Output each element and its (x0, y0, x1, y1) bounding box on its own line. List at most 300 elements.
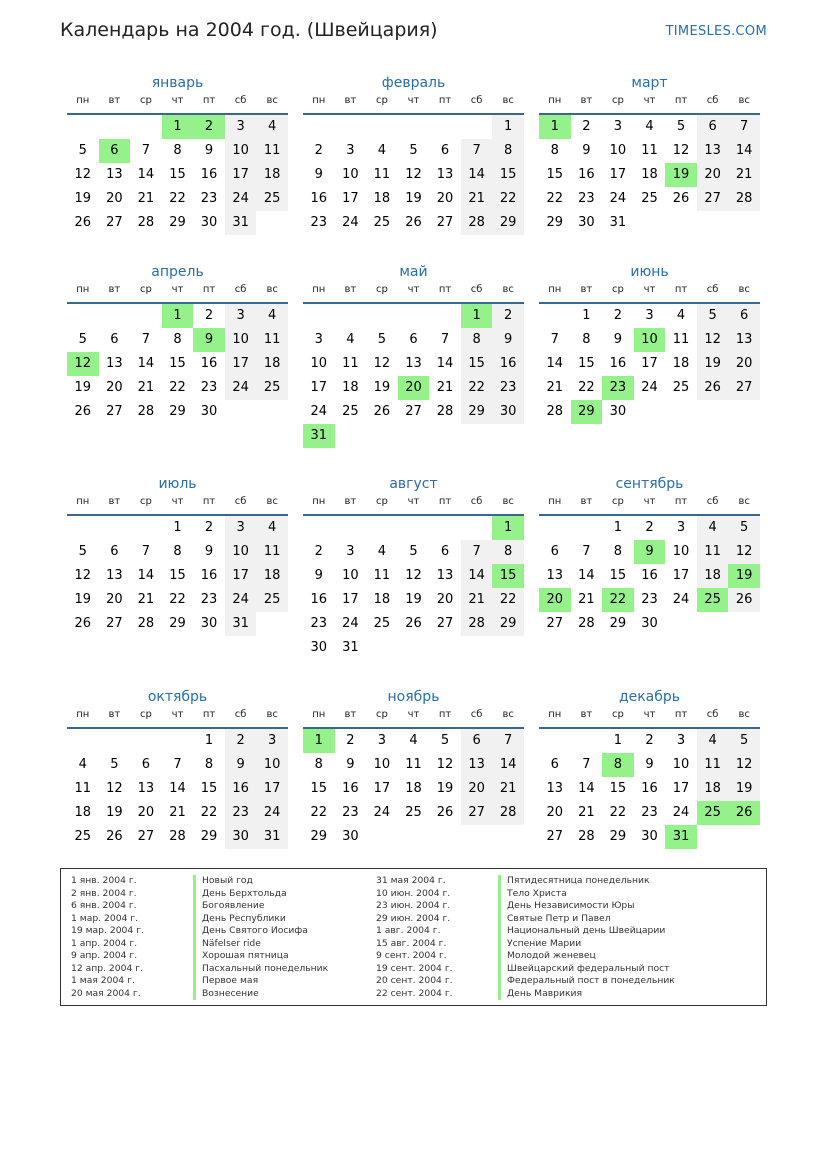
holiday-row (376, 975, 675, 988)
weekday-label: пт (438, 496, 452, 507)
weekday-label: сб (234, 95, 247, 106)
weekday-label: ср (375, 284, 388, 295)
weekday-label: вт (580, 284, 593, 295)
day-cell: 13 (461, 753, 493, 777)
day-cell: 31 (256, 825, 288, 849)
day-cell: 14 (492, 753, 524, 777)
month-block (303, 262, 524, 448)
day-cell: 6 (110, 332, 119, 347)
day-cell: 9 (634, 540, 666, 564)
days-grid (539, 115, 760, 235)
holiday-name: Швейцарский федеральный пост (498, 963, 670, 976)
day-cell: 26 (728, 801, 760, 825)
day-cell: 8 (602, 753, 634, 777)
weekday-label: ср (139, 284, 152, 295)
day-cell: 29 (492, 612, 524, 636)
day-cell: 26 (672, 191, 690, 206)
brand-link[interactable]: TIMESLES.COM (665, 24, 767, 39)
day-cell: 3 (225, 115, 257, 139)
holiday-row (376, 950, 675, 963)
day-cell: 1 (162, 115, 194, 139)
weekday-label: сб (470, 709, 483, 720)
day-cell: 8 (173, 143, 182, 158)
month-name: март (631, 75, 668, 91)
weekday-label: сб (706, 95, 719, 106)
day-cell: 25 (672, 380, 690, 395)
weekday-label: сб (234, 496, 247, 507)
day-cell: 10 (373, 757, 391, 772)
holiday-name: Богоявление (193, 900, 264, 913)
day-cell: 1 (539, 115, 571, 139)
day-cell: 12 (405, 167, 422, 182)
weekday-label: сб (234, 709, 247, 720)
day-cell: 19 (436, 781, 454, 796)
day-cell: 18 (672, 356, 690, 371)
day-cell: 3 (225, 304, 257, 328)
holiday-column-left (71, 875, 328, 1000)
day-cell: 19 (728, 777, 760, 801)
weekday-header (539, 494, 760, 516)
holiday-row (376, 938, 675, 951)
holiday-date: 6 янв. 2004 г. (71, 900, 137, 911)
day-cell: 8 (582, 332, 591, 347)
holiday-name: День Независимости Юры (498, 900, 635, 913)
day-cell: 3 (377, 733, 387, 748)
holiday-name: Успение Марии (498, 938, 581, 951)
day-cell: 24 (342, 616, 359, 631)
day-cell: 5 (377, 332, 387, 347)
empty-cell (366, 516, 398, 540)
days-grid (303, 304, 524, 448)
day-cell: 18 (256, 564, 288, 588)
holiday-row (71, 975, 328, 988)
holiday-name: Тело Христа (498, 888, 567, 901)
empty-cell (67, 729, 99, 753)
day-cell: 29 (200, 829, 218, 844)
day-cell: 11 (342, 356, 359, 371)
day-cell: 20 (398, 376, 430, 400)
empty-cell (303, 304, 335, 328)
day-cell: 17 (373, 781, 391, 796)
day-cell: 2 (204, 308, 214, 323)
month-name: февраль (381, 75, 446, 91)
day-cell: 1 (461, 304, 493, 328)
holiday-row (376, 875, 675, 888)
day-cell: 25 (405, 805, 422, 820)
day-cell: 11 (697, 753, 729, 777)
day-cell: 19 (74, 191, 92, 206)
day-cell: 1 (162, 304, 194, 328)
page-title: Календарь на 2004 год. (Швейцария) (60, 19, 438, 41)
day-cell: 29 (461, 400, 493, 424)
holiday-name: Хорошая пятница (193, 950, 289, 963)
day-cell: 10 (310, 356, 328, 371)
day-cell: 26 (728, 588, 760, 612)
day-cell: 29 (169, 404, 186, 419)
holiday-date: 1 мар. 2004 г. (71, 912, 139, 924)
day-cell: 26 (106, 829, 123, 844)
day-cell: 6 (440, 143, 450, 158)
day-cell: 18 (256, 163, 288, 187)
day-cell: 18 (342, 380, 359, 395)
day-cell: 7 (141, 143, 151, 158)
day-cell: 17 (225, 352, 257, 376)
day-cell: 13 (436, 167, 454, 182)
weekday-label: вт (108, 496, 121, 507)
day-cell: 10 (225, 328, 257, 352)
weekday-label: вс (738, 284, 750, 295)
day-cell: 25 (641, 191, 658, 206)
day-cell: 15 (169, 167, 186, 182)
empty-cell (67, 516, 99, 540)
day-cell: 4 (676, 308, 686, 323)
weekday-header (539, 93, 760, 115)
day-cell: 15 (609, 781, 627, 796)
day-cell: 22 (169, 380, 186, 395)
month-name: ноябрь (387, 689, 440, 705)
day-cell: 13 (697, 139, 729, 163)
day-cell: 23 (225, 801, 257, 825)
day-cell: 22 (546, 191, 564, 206)
day-cell: 1 (303, 729, 335, 753)
day-cell: 27 (436, 616, 454, 631)
day-cell: 21 (137, 592, 155, 607)
month-name: июнь (630, 264, 669, 280)
day-cell: 2 (613, 308, 623, 323)
empty-cell (99, 516, 131, 540)
day-cell: 26 (74, 616, 92, 631)
day-cell: 22 (200, 805, 218, 820)
day-cell: 29 (609, 829, 627, 844)
holiday-date: 1 авг. 2004 г. (376, 925, 441, 936)
day-cell: 2 (346, 733, 355, 748)
day-cell: 15 (169, 568, 186, 583)
day-cell: 24 (641, 380, 658, 395)
day-cell: 23 (641, 805, 658, 820)
days-grid (303, 115, 524, 235)
day-cell: 11 (74, 781, 92, 796)
day-cell: 28 (436, 404, 454, 419)
day-cell: 30 (641, 616, 658, 631)
weekday-label: пт (438, 284, 452, 295)
day-cell: 18 (641, 167, 658, 182)
day-cell: 15 (546, 167, 564, 182)
day-cell: 6 (461, 729, 493, 753)
day-cell: 22 (578, 380, 595, 395)
day-cell: 6 (697, 115, 729, 139)
day-cell: 14 (461, 163, 493, 187)
month-block (539, 262, 760, 424)
day-cell: 25 (74, 829, 92, 844)
day-cell: 3 (314, 332, 323, 347)
day-cell: 21 (578, 592, 595, 607)
weekday-label: пн (76, 95, 90, 106)
day-cell: 21 (492, 777, 524, 801)
day-cell: 13 (106, 167, 123, 182)
weekday-label: пн (312, 284, 326, 295)
weekday-label: ср (375, 95, 388, 106)
holiday-row (376, 913, 675, 926)
weekday-label: чт (643, 284, 656, 295)
weekday-header (303, 707, 524, 729)
weekday-label: вт (580, 95, 593, 106)
day-cell: 10 (342, 568, 359, 583)
day-cell: 22 (492, 588, 524, 612)
day-cell: 12 (728, 753, 760, 777)
month-block (539, 474, 760, 636)
day-cell: 1 (492, 115, 524, 139)
day-cell: 2 (314, 544, 323, 559)
day-cell: 31 (225, 211, 257, 235)
day-cell: 14 (137, 356, 155, 371)
day-cell: 5 (697, 304, 729, 328)
holiday-row (71, 925, 328, 938)
day-cell: 8 (550, 143, 559, 158)
day-cell: 11 (697, 540, 729, 564)
weekday-label: чт (643, 709, 656, 720)
holiday-date: 10 июн. 2004 г. (376, 887, 451, 899)
weekday-label: пт (674, 284, 688, 295)
day-cell: 12 (697, 328, 729, 352)
day-cell: 3 (225, 516, 257, 540)
day-cell: 6 (409, 332, 418, 347)
day-cell: 8 (314, 757, 323, 772)
day-cell: 15 (461, 352, 493, 376)
day-cell: 27 (697, 187, 729, 211)
weekday-label: пт (202, 709, 216, 720)
day-cell: 14 (169, 781, 186, 796)
day-cell: 13 (106, 356, 123, 371)
day-cell: 18 (697, 564, 729, 588)
weekday-label: сб (470, 95, 483, 106)
holiday-row (71, 963, 328, 976)
empty-cell (130, 115, 162, 139)
day-cell: 10 (342, 167, 359, 182)
day-cell: 4 (346, 332, 355, 347)
day-cell: 19 (728, 564, 760, 588)
day-cell: 19 (665, 163, 697, 187)
empty-cell (571, 729, 603, 753)
holiday-name: Näfelser ride (193, 938, 261, 951)
weekday-label: чт (407, 284, 420, 295)
day-cell: 22 (169, 592, 186, 607)
day-cell: 28 (728, 187, 760, 211)
day-cell: 10 (609, 143, 627, 158)
day-cell: 14 (578, 781, 595, 796)
holiday-date: 1 апр. 2004 г. (71, 937, 138, 949)
empty-cell (398, 516, 430, 540)
day-cell: 5 (676, 119, 686, 134)
weekday-label: чт (643, 95, 656, 106)
day-cell: 10 (225, 540, 257, 564)
day-cell: 24 (342, 215, 359, 230)
day-cell: 19 (74, 380, 92, 395)
day-cell: 3 (613, 119, 623, 134)
day-cell: 12 (373, 356, 391, 371)
day-cell: 15 (169, 356, 186, 371)
day-cell: 30 (310, 640, 328, 655)
month-block (67, 474, 288, 636)
day-cell: 10 (634, 328, 666, 352)
weekday-label: пт (674, 95, 688, 106)
empty-cell (130, 304, 162, 328)
day-cell: 31 (342, 640, 359, 655)
holiday-row (71, 875, 328, 888)
day-cell: 15 (492, 564, 524, 588)
day-cell: 5 (440, 733, 450, 748)
month-name: май (399, 264, 428, 280)
day-cell: 1 (582, 308, 591, 323)
holiday-name: Молодой женевец (498, 950, 596, 963)
day-cell: 15 (578, 356, 595, 371)
empty-cell (335, 304, 367, 328)
holiday-column-right (376, 875, 675, 1000)
day-cell: 12 (67, 352, 99, 376)
day-cell: 5 (78, 332, 87, 347)
day-cell: 8 (492, 540, 524, 564)
weekday-label: пн (76, 284, 90, 295)
weekday-label: вт (344, 496, 357, 507)
month-name: апрель (151, 264, 204, 280)
day-cell: 29 (310, 829, 328, 844)
weekday-label: чт (171, 709, 184, 720)
day-cell: 28 (137, 616, 155, 631)
day-cell: 24 (609, 191, 627, 206)
day-cell: 17 (672, 781, 690, 796)
day-cell: 18 (373, 191, 391, 206)
weekday-label: сб (706, 709, 719, 720)
day-cell: 27 (405, 404, 422, 419)
weekday-label: сб (470, 496, 483, 507)
day-cell: 17 (342, 592, 359, 607)
day-cell: 5 (728, 729, 760, 753)
weekday-label: вт (108, 95, 121, 106)
day-cell: 9 (492, 328, 524, 352)
holiday-row (71, 938, 328, 951)
day-cell: 14 (436, 356, 454, 371)
empty-cell (67, 304, 99, 328)
day-cell: 19 (373, 380, 391, 395)
holiday-date: 31 мая 2004 г. (376, 875, 446, 886)
days-grid (303, 729, 524, 849)
day-cell: 13 (106, 568, 123, 583)
day-cell: 19 (106, 805, 123, 820)
holiday-date: 20 сент. 2004 г. (376, 975, 453, 986)
day-cell: 21 (137, 191, 155, 206)
day-cell: 5 (110, 757, 119, 772)
weekday-label: ср (139, 496, 152, 507)
day-cell: 29 (169, 215, 186, 230)
day-cell: 28 (578, 829, 595, 844)
empty-cell (335, 115, 367, 139)
day-cell: 16 (310, 592, 328, 607)
day-cell: 4 (256, 115, 288, 139)
empty-cell (539, 304, 571, 328)
day-cell: 19 (74, 592, 92, 607)
day-cell: 30 (342, 829, 359, 844)
month-block (303, 474, 524, 660)
day-cell: 7 (461, 139, 493, 163)
weekday-label: пт (674, 709, 688, 720)
day-cell: 14 (728, 139, 760, 163)
day-cell: 12 (106, 781, 123, 796)
weekday-label: пт (202, 496, 216, 507)
weekday-label: пн (312, 95, 326, 106)
holiday-name: Новый год (193, 875, 253, 888)
weekday-header (303, 93, 524, 115)
day-cell: 21 (137, 380, 155, 395)
empty-cell (571, 516, 603, 540)
day-cell: 30 (609, 404, 627, 419)
empty-cell (398, 304, 430, 328)
day-cell: 26 (405, 616, 422, 631)
day-cell: 25 (256, 187, 288, 211)
day-cell: 10 (672, 757, 690, 772)
day-cell: 23 (200, 592, 218, 607)
day-cell: 3 (256, 729, 288, 753)
days-grid (67, 304, 288, 424)
weekday-label: вт (580, 709, 593, 720)
weekday-label: вс (738, 709, 750, 720)
day-cell: 20 (697, 163, 729, 187)
month-block (303, 687, 524, 849)
day-cell: 15 (492, 163, 524, 187)
day-cell: 7 (141, 544, 151, 559)
day-cell: 6 (440, 544, 450, 559)
day-cell: 6 (728, 304, 760, 328)
weekday-label: вт (580, 496, 593, 507)
day-cell: 7 (582, 544, 591, 559)
day-cell: 25 (256, 588, 288, 612)
day-cell: 4 (697, 729, 729, 753)
empty-cell (130, 729, 162, 753)
day-cell: 20 (539, 588, 571, 612)
day-cell: 23 (200, 191, 218, 206)
day-cell: 23 (602, 376, 634, 400)
weekday-label: вс (266, 496, 278, 507)
day-cell: 22 (492, 187, 524, 211)
day-cell: 13 (546, 568, 564, 583)
weekday-label: чт (407, 95, 420, 106)
weekday-label: пт (438, 709, 452, 720)
day-cell: 30 (200, 404, 218, 419)
day-cell: 2 (193, 115, 225, 139)
empty-cell (67, 115, 99, 139)
holiday-name: День Святого Иосифа (193, 925, 308, 938)
weekday-label: пн (76, 496, 90, 507)
day-cell: 17 (609, 167, 627, 182)
day-cell: 17 (225, 564, 257, 588)
weekday-label: чт (407, 496, 420, 507)
day-cell: 28 (137, 215, 155, 230)
holiday-date: 1 мая 2004 г. (71, 975, 135, 986)
day-cell: 7 (550, 332, 559, 347)
day-cell: 16 (200, 167, 218, 182)
day-cell: 5 (78, 143, 87, 158)
day-cell: 26 (373, 404, 391, 419)
day-cell: 9 (204, 143, 214, 158)
day-cell: 25 (697, 801, 729, 825)
day-cell: 17 (342, 191, 359, 206)
day-cell: 27 (728, 376, 760, 400)
day-cell: 20 (106, 380, 123, 395)
weekday-label: вс (502, 284, 514, 295)
day-cell: 2 (314, 143, 323, 158)
day-cell: 9 (582, 143, 591, 158)
day-cell: 12 (74, 167, 92, 182)
holiday-row (71, 988, 328, 1001)
day-cell: 27 (546, 616, 564, 631)
